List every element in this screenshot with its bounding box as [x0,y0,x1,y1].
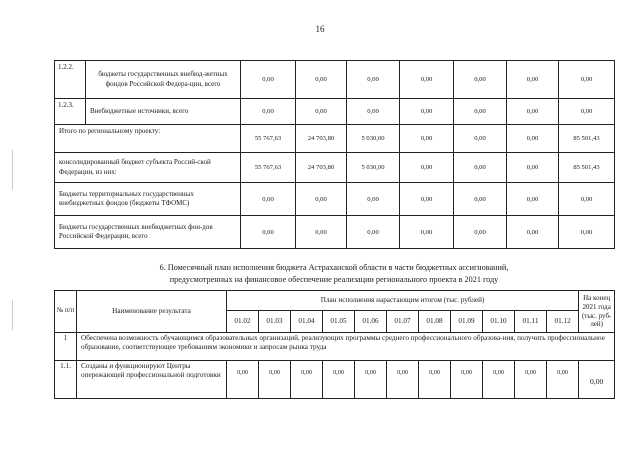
scan-edge-mark [12,300,13,330]
row-label: Бюджеты государственных внебюджетных фон-дов Российской Федерации, всего [55,216,241,249]
month-header: 01.12 [547,311,579,333]
section-description: Обеспечена возможность обучающимся образовательных организаций, реализующих программы среднего профессионального образова-ния, получить профессиональное образование, соответствующее требованиям экономики и запросам рынка труда [77,333,615,361]
row-code: 1.2.3. [55,99,86,125]
month-header: 01.06 [355,311,387,333]
row-label: консолидированный бюджет субъекта Россий-ской Федерации, из них: [55,153,241,183]
table-row [55,61,615,99]
table-row [55,125,615,153]
value-cell: 0,00 [507,61,559,99]
value-cell: 0,00 [400,99,454,125]
value-cell: 0,00 [400,183,454,216]
value-cell: 0,00 [241,216,296,249]
value-cell: 0,00 [507,183,559,216]
value-cell: 0,00 [559,61,615,99]
row-code: 1 [55,333,77,361]
value-cell: 0,00 [454,183,507,216]
month-value: 0,00 [483,361,515,399]
table-row [55,99,615,125]
value-cell: 0,00 [241,61,296,99]
month-value: 0,00 [259,361,291,399]
value-cell: 0,00 [454,216,507,249]
month-value: 0,00 [387,361,419,399]
value-cell: 0,00 [347,216,400,249]
value-cell: 0,00 [400,125,454,153]
value-cell: 55 767,63 [241,125,296,153]
month-header: 01.09 [451,311,483,333]
month-value: 0,00 [547,361,579,399]
value-cell: 0,00 [454,61,507,99]
value-cell: 0,00 [296,99,347,125]
value-cell: 0,00 [454,153,507,183]
value-cell: 55 767,63 [241,153,296,183]
value-cell: 0,00 [347,183,400,216]
value-cell: 0,00 [507,125,559,153]
month-value: 0,00 [419,361,451,399]
month-header: 01.10 [483,311,515,333]
value-cell: 5 030,00 [347,125,400,153]
value-cell: 0,00 [296,183,347,216]
value-cell: 85 501,43 [559,125,615,153]
result-name: Созданы и функционируют Центры опережающей профессиональной подготовки [77,361,227,399]
value-cell: 24 703,80 [296,125,347,153]
month-value: 0,00 [323,361,355,399]
value-cell: 0,00 [347,61,400,99]
month-value: 0,00 [355,361,387,399]
value-cell: 0,00 [507,216,559,249]
month-header: 01.11 [515,311,547,333]
month-header: 01.05 [323,311,355,333]
month-value: 0,00 [451,361,483,399]
value-cell: 0,00 [400,153,454,183]
scan-edge-mark [12,150,13,190]
table-row [55,361,615,399]
header-row [55,291,615,311]
row-label: бюджеты государственных внебюд-жетных фондов Российской Федера-ции, всего [86,61,241,99]
budget-sources-table [54,60,615,249]
month-value: 0,00 [291,361,323,399]
value-cell: 0,00 [454,125,507,153]
table-row [55,153,615,183]
row-label: Внебюджетные источники, всего [86,99,241,125]
value-cell: 0,00 [507,153,559,183]
value-cell: 0,00 [559,99,615,125]
value-cell: 0,00 [241,99,296,125]
section-heading-line-2: предусмотренных на финансовое обеспечение реализации регионального проекта в 2021 году [169,275,499,284]
year-end-value: 0,00 [579,361,615,399]
month-header: 01.08 [419,311,451,333]
col-header-number: № п/п [55,291,77,333]
value-cell: 5 030,00 [347,153,400,183]
table-row [55,216,615,249]
monthly-plan-table [54,290,615,399]
month-header: 01.02 [227,311,259,333]
value-cell: 85 501,43 [559,153,615,183]
value-cell: 0,00 [400,61,454,99]
value-cell: 0,00 [241,183,296,216]
col-header-result-name: Наименование результата [77,291,227,333]
table-row [55,333,615,361]
value-cell: 0,00 [347,99,400,125]
value-cell: 0,00 [400,216,454,249]
value-cell: 0,00 [454,99,507,125]
table-row [55,183,615,216]
value-cell: 0,00 [559,216,615,249]
month-header: 01.04 [291,311,323,333]
month-value: 0,00 [227,361,259,399]
row-code: 1.1. [55,361,77,399]
month-header: 01.07 [387,311,419,333]
row-code: 1.2.2. [55,61,86,99]
month-value: 0,00 [515,361,547,399]
value-cell: 0,00 [296,61,347,99]
section-heading-line-1: 6. Помесячный план исполнения бюджета Астраханской области в части бюджетных ассигнований, [159,263,509,272]
month-header: 01.03 [259,311,291,333]
value-cell: 24 703,80 [296,153,347,183]
page-number: 16 [315,24,325,34]
value-cell: 0,00 [507,99,559,125]
value-cell: 0,00 [559,183,615,216]
row-label: Итого по региональному проекту: [55,125,241,153]
col-header-year-end: На конец 2021 года (тыс. руб-лей) [579,291,615,333]
value-cell: 0,00 [296,216,347,249]
col-header-plan: План исполнения нарастающим итогом (тыс. рублей) [227,291,579,311]
row-label: Бюджеты территориальных государственных внебюджетных фондов (бюджеты ТФОМС) [55,183,241,216]
